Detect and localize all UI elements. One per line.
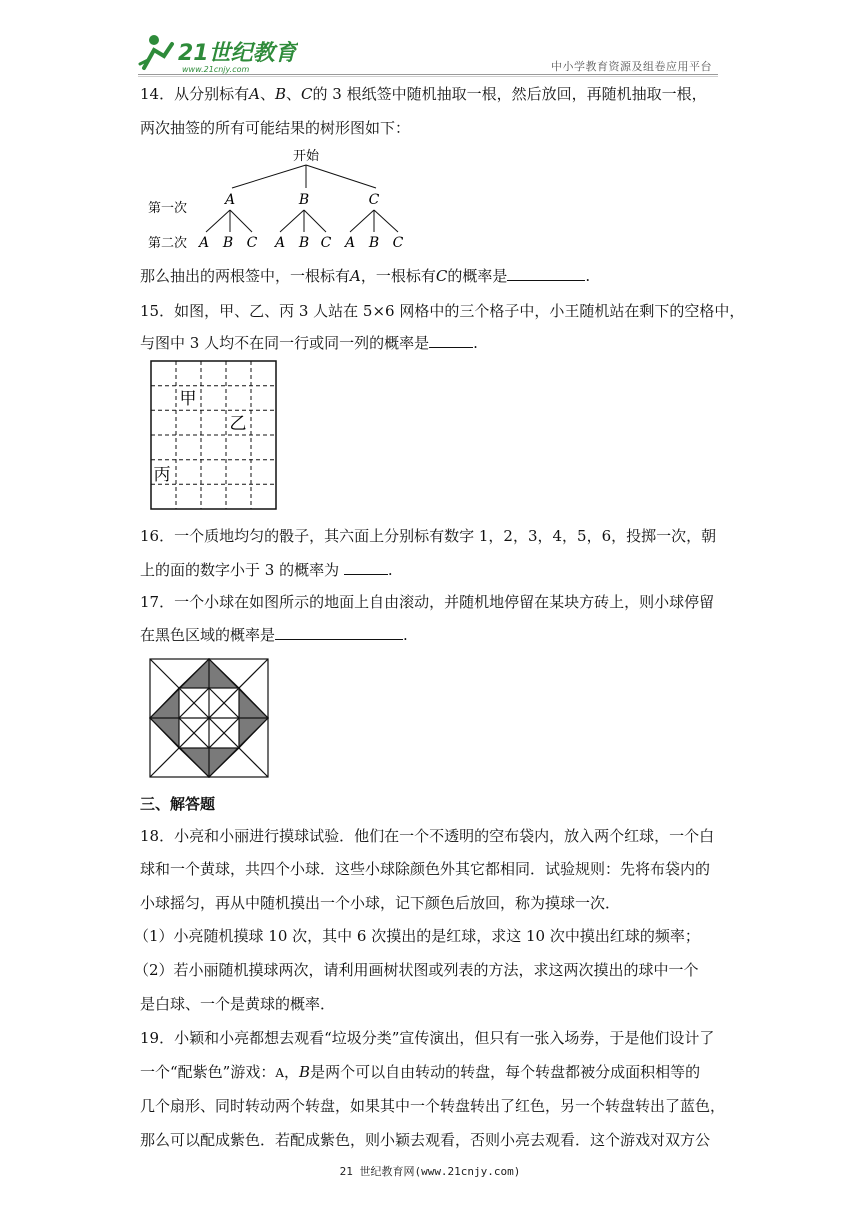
tile-figure [149, 658, 269, 778]
header-divider [138, 74, 718, 75]
tree-second-4: A [274, 235, 286, 251]
tree-second-2: B [222, 235, 234, 251]
tree-row1-label: 第一次 [148, 201, 188, 216]
tree-first-B: B [298, 192, 310, 208]
q17-line1: 17．一个小球在如图所示的地面上自由滚动，并随机地停留在某块方砖上，则小球停留 [140, 593, 715, 611]
svg-text:21世纪教育: 21世纪教育 [178, 41, 297, 66]
grid-jia: 甲 [179, 389, 197, 409]
tree-second-5: B [298, 235, 310, 251]
section-title: 三、解答题 [140, 795, 216, 813]
q17-line2: 在黑色区域的概率是 . [140, 626, 408, 644]
tree-second-7: A [344, 235, 356, 251]
tree-first-A: A [224, 192, 236, 208]
tree-second-8: B [368, 235, 380, 251]
q18-line3: 小球摇匀，再从中随机摸出一个小球，记下颜色后放回，称为摸球一次． [140, 894, 621, 912]
tree-second-3: C [246, 235, 258, 251]
page-header [138, 30, 718, 76]
answer-blank[interactable] [344, 560, 388, 575]
tree-diagram [140, 140, 420, 255]
answer-blank[interactable] [507, 266, 585, 281]
q14-answer: 那么抽出的两根签中，一根标有A，一根标有C的概率是 . [140, 267, 591, 285]
svg-text:www.21cnjy.com: www.21cnjy.com [182, 65, 250, 74]
tree-second-6: C [320, 235, 332, 251]
21cnjy-logo [138, 30, 298, 76]
q16-line2: 上的面的数字小于 3 的概率为 . [140, 561, 393, 579]
page-footer: 21 世纪教育网(www.21cnjy.com) [339, 1165, 521, 1178]
grid-bing: 丙 [153, 465, 171, 485]
tree-row2-label: 第二次 [148, 236, 188, 251]
q19-line4: 那么可以配成紫色．若配成紫色，则小颖去观看，否则小亮去观看．这个游戏对双方公 [140, 1131, 711, 1149]
q18-part1: （1）小亮随机摸球 10 次，其中 6 次摸出的是红球，求这 10 次中摸出红球的频率； [134, 927, 700, 945]
q18-part2b: 是白球、一个是黄球的概率． [140, 995, 336, 1013]
answer-blank[interactable] [275, 625, 403, 640]
q14-line1: 14．从分别标有A、B、C的 3 根纸签中随机抽取一根，然后放回，再随机抽取一根， [140, 85, 707, 103]
q15-line2: 与图中 3 人均不在同一行或同一列的概率是 . [140, 334, 478, 352]
q19-line1: 19．小颖和小亮都想去观看“垃圾分类”宣传演出，但只有一张入场券，于是他们设计了 [140, 1029, 715, 1047]
q19-line2: 一个“配紫色”游戏：A，B是两个可以自由转动的转盘，每个转盘都被分成面积相等的 [140, 1063, 701, 1081]
platform-label: 中小学教育资源及组卷应用平台 [551, 60, 712, 73]
header-divider-thin [138, 76, 718, 77]
q14-line2: 两次抽签的所有可能结果的树形图如下： [140, 119, 411, 137]
answer-blank[interactable] [429, 333, 473, 348]
grid-figure [150, 360, 280, 512]
q16-line1: 16．一个质地均匀的骰子，其六面上分别标有数字 1，2，3，4，5，6，投掷一次，朝 [140, 527, 717, 545]
q18-part2a: （2）若小丽随机摸球两次，请利用画树状图或列表的方法，求这两次摸出的球中一个 [134, 961, 699, 979]
tree-start: 开始 [292, 149, 320, 164]
q15-line1: 15．如图，甲、乙、丙 3 人站在 5×6 网格中的三个格子中，小王随机站在剩下的空格中， [140, 302, 745, 320]
grid-yi: 乙 [229, 414, 247, 434]
q18-line1: 18．小亮和小丽进行摸球试验．他们在一个不透明的空布袋内，放入两个红球，一个白 [140, 827, 715, 845]
tree-second-9: C [392, 235, 404, 251]
q18-line2: 球和一个黄球，共四个小球．这些小球除颜色外其它都相同．试验规则：先将布袋内的 [140, 860, 711, 878]
tree-first-C: C [368, 192, 380, 208]
q19-line3: 几个扇形、同时转动两个转盘，如果其中一个转盘转出了红色，另一个转盘转出了蓝色， [140, 1097, 726, 1115]
tree-second-1: A [198, 235, 210, 251]
